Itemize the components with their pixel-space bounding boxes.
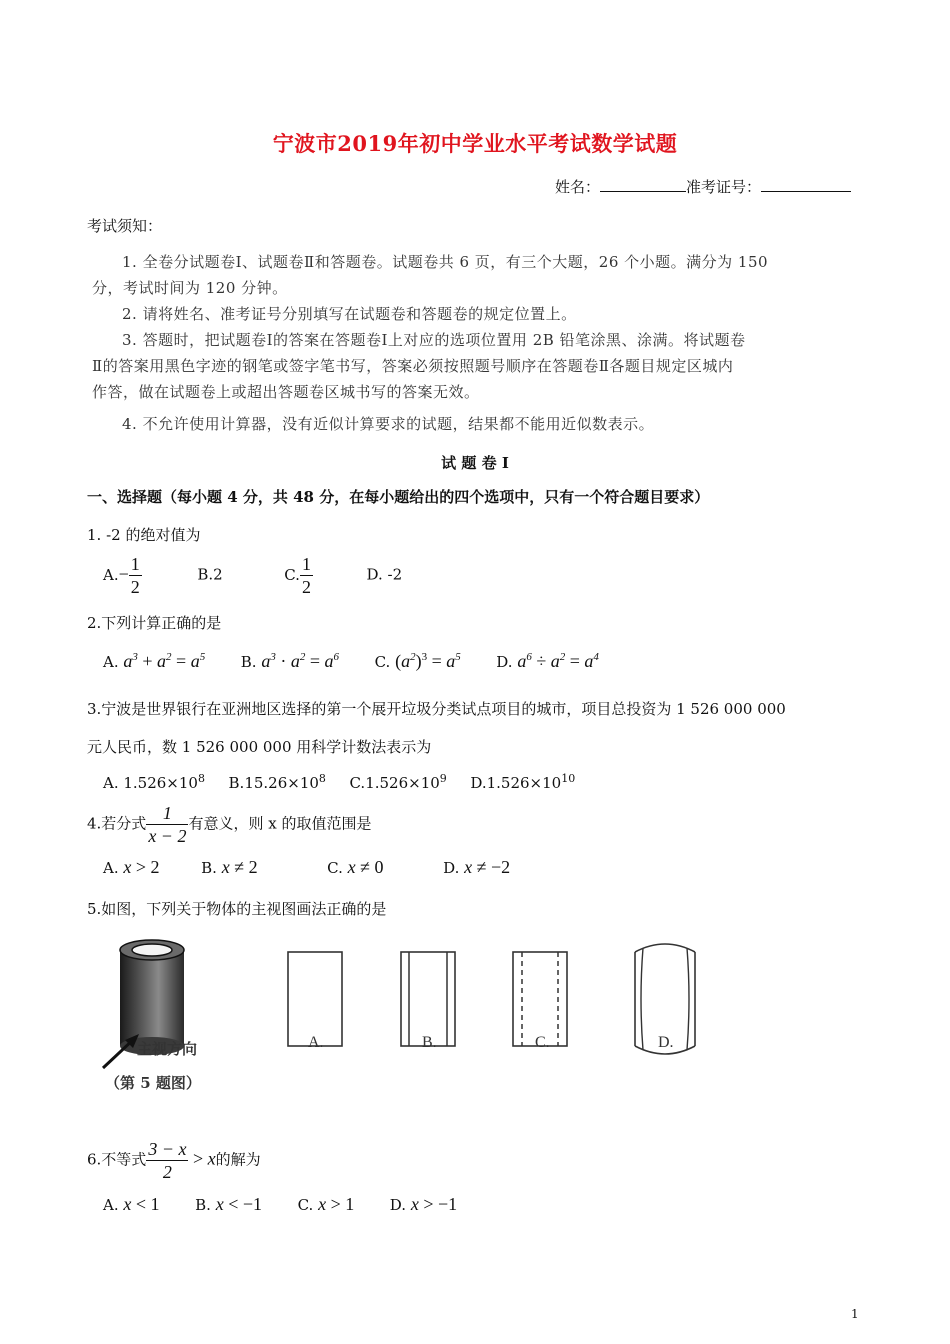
- figure-label-b: B.: [422, 1034, 437, 1051]
- option-a-drawing: [288, 952, 342, 1046]
- notice-line: 分，考试时间为 120 分钟。: [92, 279, 288, 297]
- question-4-stem: 4.若分式 $\frac{1}{x - 2}$ 有意义，则 x 的取值范围是: [87, 803, 372, 846]
- option-c: $C.1.526\times 10^9$: [349, 772, 447, 792]
- option-d: D. -2: [366, 565, 403, 584]
- option-b: B. $a^3 \cdot a^2 = a^6$: [240, 651, 339, 671]
- notice-line: 1. 全卷分试题卷Ⅰ、试题卷Ⅱ和答题卷。试题卷共 6 页，有三个大题，26 个小题。满分为 150: [122, 253, 769, 271]
- id-label: 准考证号：: [686, 178, 762, 196]
- option-b: B. x < −1: [195, 1194, 262, 1214]
- page-number: 1: [851, 1307, 859, 1321]
- option-a: A. x > 2: [103, 857, 160, 877]
- option-c: C. x ≠ 0: [327, 857, 384, 877]
- notice-line: 3. 答题时，把试题卷Ⅰ的答案在答题卷Ⅰ上对应的选项位置用 2B 铅笔涂黑、涂满。将试题卷: [122, 331, 746, 349]
- question-2-stem: 2.下列计算正确的是: [87, 614, 222, 632]
- name-blank: [600, 177, 686, 192]
- question-2-options: [103, 651, 599, 672]
- figure-caption: （第 5 题图）: [105, 1074, 201, 1092]
- option-c: C. $\frac{1}{2}$: [284, 554, 311, 597]
- figure-label-c: C.: [535, 1034, 550, 1051]
- option-d: D. $a^6 \div a^2 = a^4$: [496, 651, 599, 671]
- question-3-stem: 3.宁波是世界银行在亚洲地区选择的第一个展开垃圾分类试点项目的城市，项目总投资为 1 526 000 000: [87, 700, 786, 718]
- option-a: A. $1.526\times 10^8$: [103, 772, 205, 792]
- figure-label-d: D.: [658, 1034, 674, 1051]
- question-1-options: [103, 553, 402, 598]
- notice-heading: 考试须知：: [87, 217, 163, 235]
- question-5-stem: 5.如图，下列关于物体的主视图画法正确的是: [87, 900, 387, 918]
- page-title: 宁波市2019年初中学业水平考试数学试题: [272, 131, 678, 156]
- option-d: $D.1.526\times 10^{10}$: [470, 772, 576, 792]
- option-c-drawing: [513, 952, 567, 1046]
- option-c: C. x > 1: [297, 1194, 355, 1214]
- option-b: $B.15.26\times 10^8$: [228, 772, 326, 792]
- option-b-drawing: [401, 952, 455, 1046]
- option-d: D. x > −1: [389, 1194, 458, 1214]
- question-6-stem: 6.不等式 $\frac{3 - x}{2}$ > x的解为: [87, 1139, 261, 1182]
- notice-line: 作答，做在试题卷上或超出答题卷区城书写的答案无效。: [92, 383, 480, 401]
- notice-line: 2. 请将姓名、准考证号分别填写在试题卷和答题卷的规定位置上。: [122, 305, 577, 323]
- view-direction-label: 主视方向: [137, 1040, 198, 1058]
- question-1-stem: 1. -2 的绝对值为: [87, 526, 201, 544]
- question-6-options: [103, 1194, 457, 1215]
- id-blank: [761, 177, 851, 192]
- option-b: B.2: [197, 565, 223, 584]
- figure-label-a: A.: [308, 1034, 324, 1051]
- name-label: 姓名：: [555, 178, 601, 196]
- option-c: C. $(a^2)^3 = a^5$: [374, 651, 461, 671]
- option-d: D. x ≠ −2: [443, 857, 511, 877]
- option-a: A. x < 1: [103, 1194, 160, 1214]
- notice-line: Ⅱ的答案用黑色字迹的钢笔或签字笔书写，答案必须按照题号顺序在答题卷Ⅱ各题目规定区城内: [92, 357, 734, 375]
- question-5-figure: [95, 928, 735, 1098]
- section-title: 试 题 卷 I: [441, 454, 509, 472]
- option-a: A.− $\frac{1}{2}$: [103, 554, 140, 597]
- part1-heading: 一、选择题（每小题 4 分，共 48 分，在每小题给出的四个选项中，只有一个符合题目要求）: [87, 488, 710, 506]
- question-4-options: [103, 857, 510, 878]
- question-3-options: [103, 772, 575, 792]
- exam-header-fields: [555, 176, 851, 197]
- question-3-stem: 元人民币，数 1 526 000 000 用科学计数法表示为: [87, 738, 432, 756]
- option-a: A. $a^3 + a^2 = a^5$: [103, 651, 206, 671]
- option-b: B. x ≠ 2: [201, 857, 258, 877]
- notice-line: 4. 不允许使用计算器，没有近似计算要求的试题，结果都不能用近似数表示。: [122, 415, 655, 433]
